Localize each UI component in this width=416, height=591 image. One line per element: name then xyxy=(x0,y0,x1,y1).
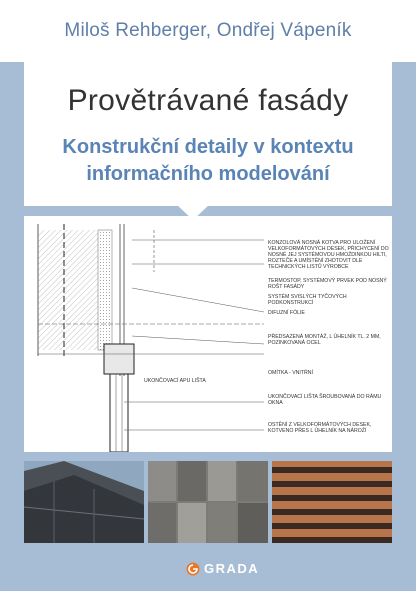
author-names: Miloš Rehberger, Ondřej Vápeník xyxy=(0,0,416,62)
drawing-note: OSTĚNÍ Z VELKOFORMÁTOVÝCH DESEK, KOTVENO PŘES L ÚHELNÍK NA NÁROŽÍ xyxy=(268,422,372,434)
technical-drawing xyxy=(24,216,392,452)
drawing-note: TERMOSTOP, SYSTÉMOVÝ PRVEK POD NOSNÝ ROŠT FASÁDY xyxy=(268,278,387,290)
window-profile xyxy=(110,374,128,452)
facade-photo-2 xyxy=(148,461,268,543)
leader-line xyxy=(132,288,264,312)
drawing-note: PŘEDSAZENÁ MONTÁŽ, L ÚHELNÍK TL. 2 MM, POZINKOVANÁ OCEL xyxy=(268,334,381,346)
drawing-note: OMÍTKA - VNITŘNÍ xyxy=(268,370,313,376)
publisher-logo xyxy=(186,561,259,576)
drawing-note: DIFUZNÍ FÓLIE xyxy=(268,310,305,316)
drawing-note: KONZOLOVÁ NOSNÁ KOTVA PRO ULOŽENÍ VELKOFORMÁTOVÝCH DESEK, PŘICHYCENÍ DO NOSNÉ JEJ SYSTÉMOVOU HMOŽDINKOU HILTI, ROZTEČE A UMÍSTĚNÍ ZHOTOVIT DLE TECHNICKÝCH LISTŮ VÝROBCE xyxy=(268,240,389,270)
window-frame xyxy=(104,344,134,374)
grada-logo-icon xyxy=(186,562,200,576)
book-title: Provětrávané fasády xyxy=(67,84,349,117)
leader-line xyxy=(132,336,264,344)
drawing-note: UKONČOVACÍ LIŠTA ŠROUBOVANÁ DO RÁMU OKNA xyxy=(268,394,382,406)
facade-photo-1 xyxy=(24,461,144,543)
drawing-note-left: UKONČOVACÍ APU LIŠTA xyxy=(144,378,206,384)
facade-photo-3 xyxy=(272,461,392,543)
publisher-name: GRADA xyxy=(204,561,260,576)
title-panel xyxy=(24,62,392,206)
publisher-bar xyxy=(0,543,416,591)
photo-strip xyxy=(24,461,392,543)
subtitle-line-2: informačního modelování xyxy=(86,163,330,185)
book-subtitle xyxy=(24,134,392,188)
drawing-note: SYSTÉM SVISLÝCH TYČOVÝCH PODKONSTRUKCÍ xyxy=(268,294,347,306)
wall-section xyxy=(38,230,98,350)
subtitle-line-1: Konstrukční detaily v kontextu xyxy=(62,136,354,158)
insulation-layer xyxy=(98,230,112,350)
